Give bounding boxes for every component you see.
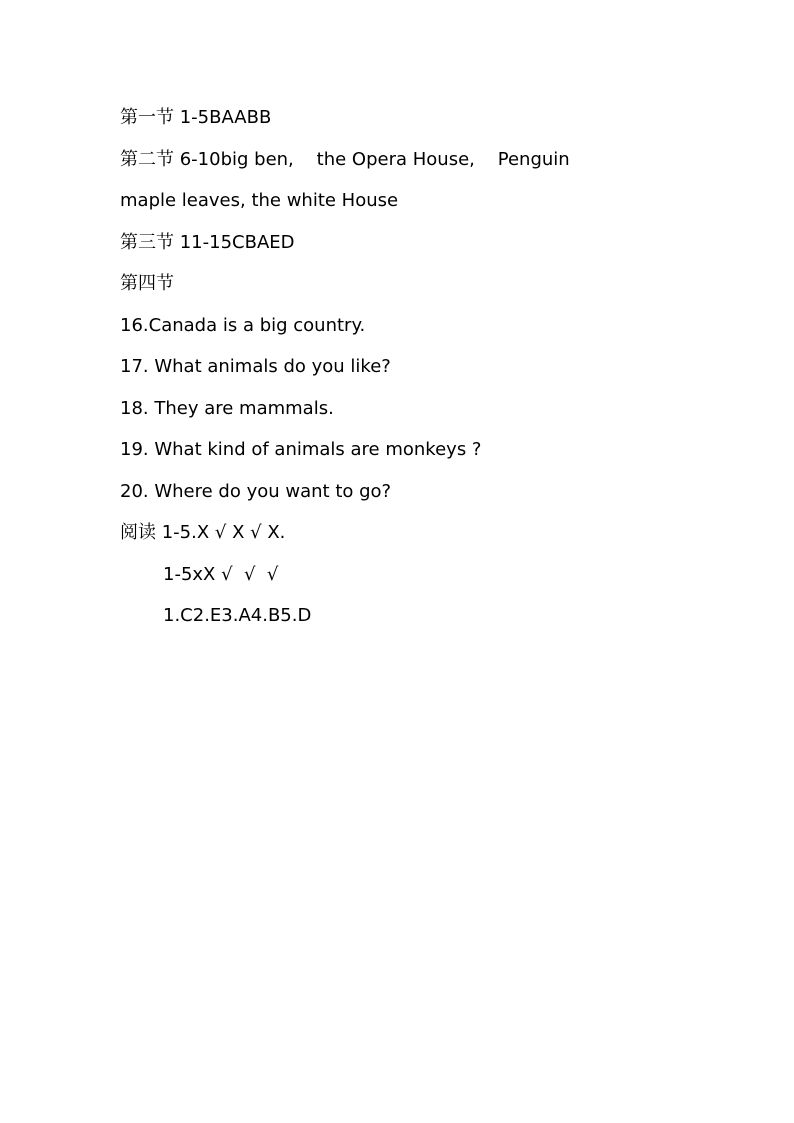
reading-answers-2: 1-5xX √ √ √ [163,563,279,585]
section-3-answers: 第三节 11-15CBAED [120,231,295,253]
answer-20: 20. Where do you want to go? [120,480,392,502]
section-1-answers: 第一节 1-5BAABB [120,107,272,128]
answer-16: 16.Canada is a big country. [120,314,366,336]
section-4-heading: 第四节 [120,273,174,294]
answer-17: 17. What animals do you like? [120,356,391,377]
section-2-answers: 第二节 6-10big ben, the Opera House, Penguin [120,148,570,170]
reading-answers-3: 1.C2.E3.A4.B5.D [163,605,312,626]
reading-answers-1: 阅读 1-5.X √ X √ X. [120,522,286,543]
answer-key [120,104,720,644]
answer-19: 19. What kind of animals are monkeys ? [120,439,482,460]
section-2-answers-continued: maple leaves, the white House [120,190,399,211]
answer-18: 18. They are mammals. [120,397,334,419]
